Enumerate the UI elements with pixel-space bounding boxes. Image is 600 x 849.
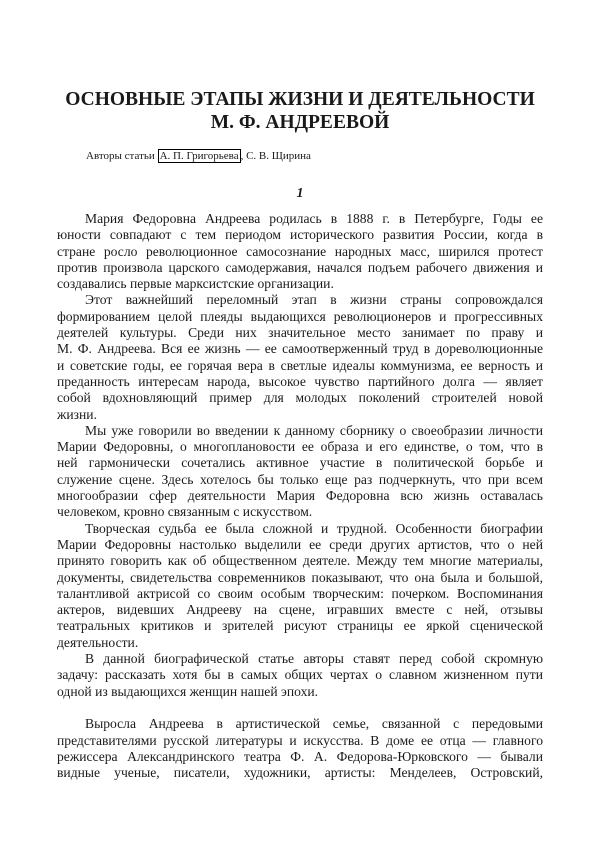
paragraph-line: преданность интересам народа, высокое чувство партийного долга — являет bbox=[57, 373, 543, 389]
paragraph-line: режиссера Александринского театра Ф. А. Федорова-Юрковского — бывали bbox=[57, 748, 543, 764]
paragraph-line: деятельности. bbox=[57, 634, 139, 650]
paragraph-line: документы, свидетельства современников показывают, что она была и большой, bbox=[57, 569, 543, 585]
paragraph-line: В данной биографической статье авторы ставят перед собой скромную bbox=[85, 651, 543, 667]
paragraph bbox=[57, 211, 543, 292]
paragraph-line: театральных критиков и зрителей рисуют страницы ее яркой сценической bbox=[57, 618, 543, 634]
paragraph-line: деятелей культуры. Среди них значительное место занимает по праву и bbox=[57, 325, 543, 341]
paragraph-line: Мария Федоровна Андреева родилась в 1888 г. в Петербурге, Годы ее bbox=[85, 211, 543, 226]
paragraph-line: ней гармонически сочетались активное участие в политической борьбе и bbox=[57, 455, 543, 471]
paragraph bbox=[57, 423, 543, 521]
paragraph bbox=[57, 292, 543, 422]
paragraph-line: Творческая судьба ее была сложной и трудной. Особенности биографии bbox=[85, 520, 543, 536]
title-line-1: ОСНОВНЫЕ ЭТАПЫ ЖИЗНИ И ДЕЯТЕЛЬНОСТИ bbox=[65, 89, 535, 110]
paragraph-line: Мы уже говорили во введении к данному сборнику о своеобразии личности bbox=[85, 422, 543, 438]
paragraph-line: человеком, кровно связанным с искусством. bbox=[57, 504, 313, 520]
paragraph-line: юности совпадают с тем периодом исторического развития России, когда в bbox=[57, 227, 543, 243]
paragraph-line: Марии Федоровны, о многоплановости ее образа и его единстве, о том, что в bbox=[57, 439, 543, 455]
author-shchirina: С. В. Щирина bbox=[246, 150, 311, 162]
paragraph-line: принято говорить как об общественном деятеле. Между тем многие материалы, bbox=[57, 553, 543, 569]
title-line-2: М. Ф. АНДРЕЕВОЙ bbox=[210, 112, 390, 133]
author-link-grigorieva[interactable]: А. П. Григорьева bbox=[159, 150, 239, 162]
authors-line bbox=[86, 149, 311, 163]
paragraph bbox=[57, 521, 543, 651]
paragraph-line: одной из выдающихся женщин нашей эпохи. bbox=[57, 683, 319, 699]
paragraph-line: жизни. bbox=[57, 406, 97, 422]
paragraph bbox=[57, 716, 543, 781]
paragraph-line: служение сцене. Здесь хотелось бы только еще раз подчеркнуть, что при всем bbox=[57, 471, 543, 487]
authors-label: Авторы статьи bbox=[86, 150, 155, 162]
paragraph-line: формированием целой плеяды выдающихся революционеров и прогрессивных bbox=[57, 308, 543, 324]
paragraph-line: М. Ф. Андреева. Вся ее жизнь — ее самоотверженный труд в дореволюционные bbox=[57, 341, 543, 357]
paragraph-line: создавались первые марксистские организации. bbox=[57, 276, 334, 292]
section-number: 1 bbox=[296, 186, 304, 201]
paragraph-line: задачу: рассказать хотя бы в самых общих чертах о славном жизненном пути bbox=[57, 667, 543, 683]
paragraph-line: актеров, видевших Андрееву на сцене, игравших вместе с ней, отзывы bbox=[57, 602, 543, 618]
paragraph-line: Марии Федоровны настолько выделили ее среди других артистов, что о ней bbox=[57, 536, 543, 552]
article-title bbox=[40, 88, 560, 134]
paragraph-line: Выросла Андреева в артистической семье, связанной с передовыми bbox=[85, 716, 543, 732]
paragraph-line: стране росло революционное самосознание народных масс, ширился протест bbox=[57, 243, 543, 259]
paragraph-line: собой вдохновляющий пример для молодых поколений строителей новой bbox=[57, 390, 543, 406]
paragraph bbox=[57, 651, 543, 700]
paragraph-line: против произвола царского самодержавия, начался подъем рабочего движения и bbox=[57, 259, 543, 275]
article-body bbox=[57, 211, 543, 781]
paragraph-line: представителями русской литературы и искусства. В доме ее отца — главного bbox=[57, 732, 543, 748]
paragraph-line: и советские годы, ее горячая вера в светлые идеалы коммунизма, ее верность и bbox=[57, 357, 543, 373]
paragraph-line: многообразии сфер деятельности Мария Федоровна всю жизнь оставалась bbox=[57, 488, 543, 504]
paragraph-gap bbox=[57, 700, 543, 716]
paragraph-line: талантливой актрисой со своим особым творческим: почерком. Воспоминания bbox=[57, 585, 543, 601]
author-separator: , bbox=[240, 150, 244, 162]
paragraph-line: Этот важнейший переломный этап в жизни страны сопровождался bbox=[85, 292, 543, 308]
paragraph-line: видные ученые, писатели, художники, артисты: Менделеев, Островский, bbox=[57, 765, 543, 781]
